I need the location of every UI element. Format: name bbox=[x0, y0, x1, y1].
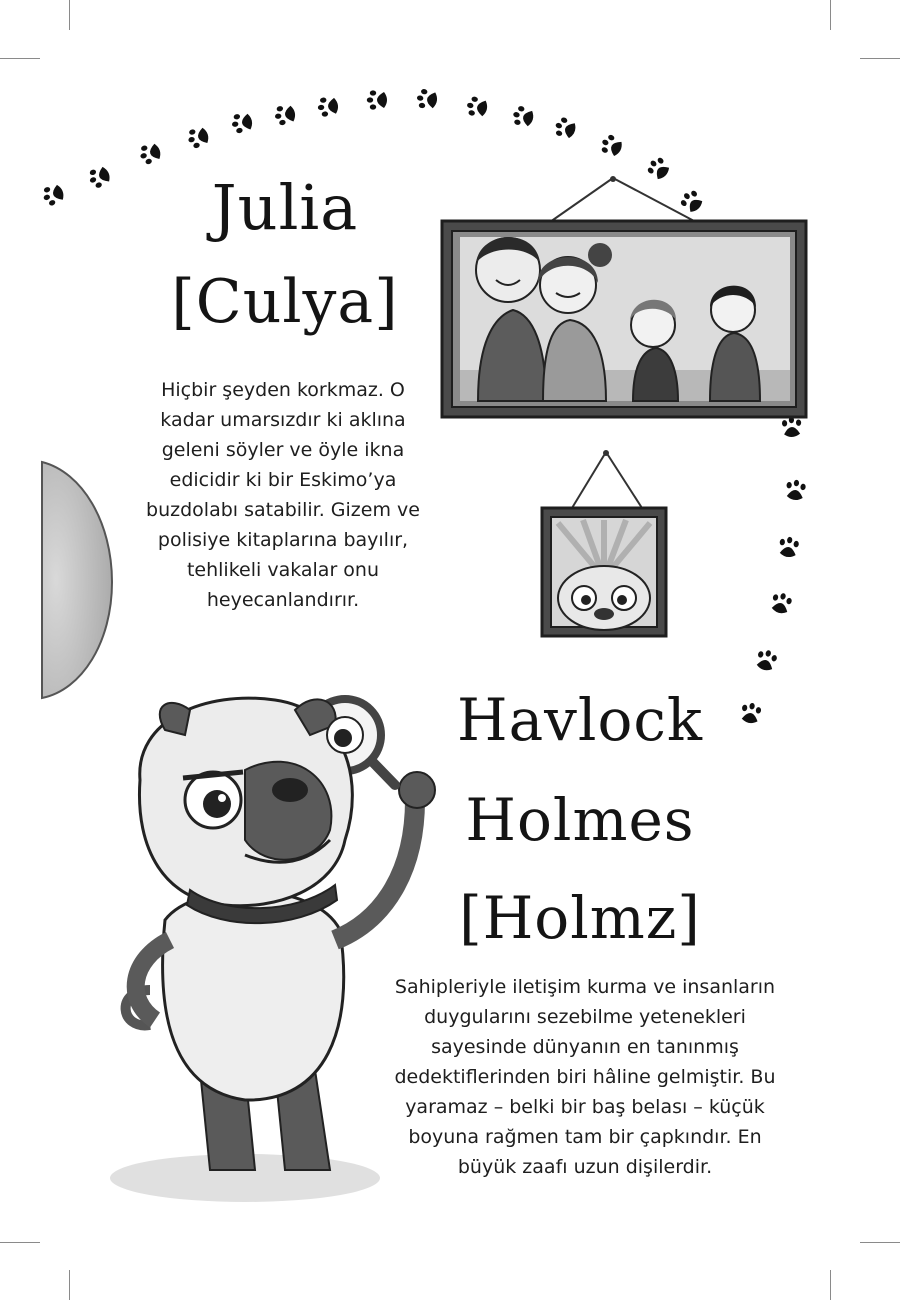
paw-print-icon bbox=[86, 164, 112, 190]
paw-print-icon bbox=[754, 648, 778, 673]
paw-print-icon bbox=[552, 116, 578, 141]
paw-print-icon bbox=[138, 141, 163, 166]
paw-print-icon bbox=[367, 90, 387, 109]
paw-print-icon bbox=[785, 479, 807, 501]
grey-circle-illustration bbox=[42, 462, 102, 702]
paw-print-icon bbox=[511, 105, 536, 129]
julia-name-title: Julia bbox=[211, 171, 359, 244]
paw-print-icon bbox=[778, 536, 800, 559]
paw-print-icon bbox=[40, 182, 66, 207]
paw-print-icon bbox=[415, 88, 438, 110]
havlock-pronunciation: [Holmz] bbox=[459, 884, 701, 952]
julia-description: Hiçbir şeyden korkmaz. O kadar umarsızdır ki aklına geleni söyler ve öyle ikna edicidir ki bir Eskimo’ya buzdolabı satabilir. Gizem ve polisiye kitaplarına bayılır, tehlikeli vakalar onu heyecanlandırır. bbox=[146, 379, 420, 611]
paw-print-icon bbox=[273, 104, 296, 127]
julia-pronunciation: [Culya] bbox=[171, 267, 399, 337]
havlock-name-line2: Holmes bbox=[465, 786, 695, 854]
paw-print-icon bbox=[769, 591, 793, 615]
family-picture-frame bbox=[438, 175, 828, 425]
havlock-description: Sahipleriyle iletişim kurma ve insanların duygularını sezebilme yetenekleri sayesinde dünyanın en tanınmış dedektiflerinden biri hâline gelmiştir. Bu yaramaz – belki bir baş belası – küçük boyuna rağmen tam bir çapkındır. En büyük zaafı uzun dişilerdir. bbox=[394, 976, 776, 1178]
pug-picture-frame bbox=[538, 448, 678, 648]
paw-print-icon bbox=[317, 96, 339, 118]
havlock-name-line1: Havlock bbox=[456, 686, 704, 754]
pug-detective-illustration bbox=[95, 690, 435, 1220]
paw-print-icon bbox=[740, 701, 762, 724]
paw-print-icon bbox=[230, 112, 253, 135]
paw-print-icon bbox=[186, 125, 211, 149]
paw-print-icon bbox=[465, 95, 489, 118]
paw-print-icon bbox=[598, 132, 625, 158]
